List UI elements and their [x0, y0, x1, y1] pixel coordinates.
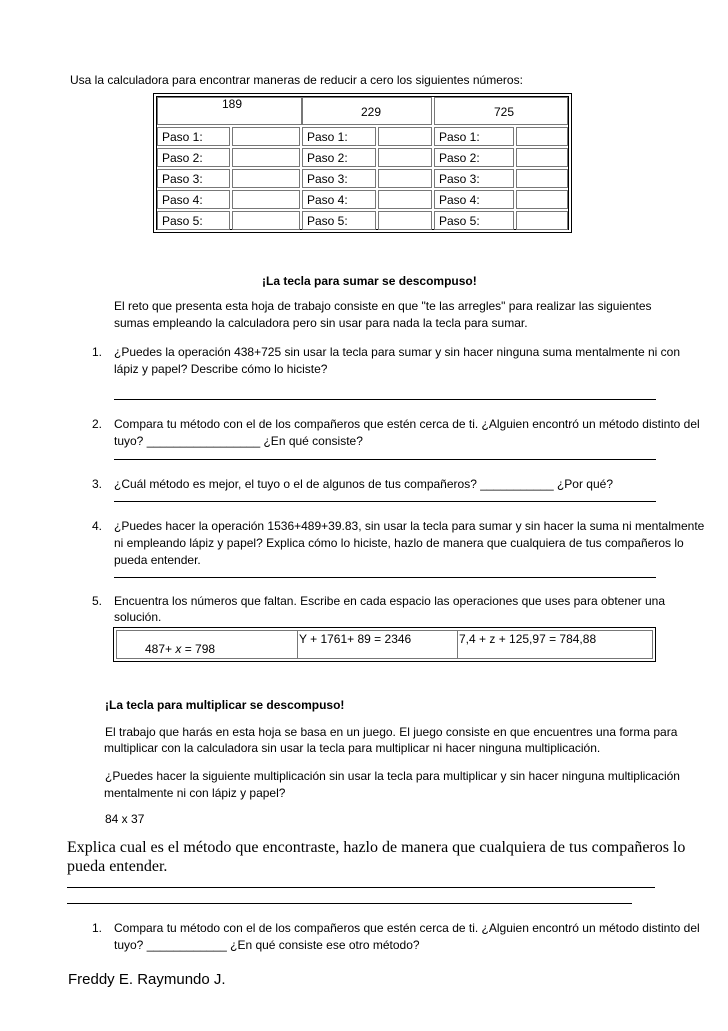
equation-cell-3[interactable]: [457, 631, 652, 658]
step-label: Paso 5:: [434, 211, 514, 230]
step-answer-cell[interactable]: [232, 169, 300, 188]
step-answer-cell[interactable]: [516, 127, 568, 146]
explain-answer-line-1[interactable]: [67, 887, 655, 888]
q2-answer-line[interactable]: [114, 459, 656, 460]
q1-line1: ¿Puedes la operación 438+725 sin usar la tecla para sumar y sin hacer ninguna suma mentalmente ni con: [114, 345, 680, 359]
step-answer-cell[interactable]: [378, 211, 432, 230]
explain-line1: Explica cual es el método que encontraste, hazlo de manera que cualquiera de tus compañeros lo: [67, 839, 686, 856]
q3-number: 3.: [92, 477, 103, 491]
section2-title: ¡La tecla para multiplicar se descompuso!: [105, 698, 345, 712]
q1-number: 1.: [92, 345, 103, 359]
step-answer-cell[interactable]: [516, 190, 568, 209]
q1-answer-line[interactable]: [114, 399, 656, 400]
q4-number: 4.: [92, 519, 103, 533]
footer-author: Freddy E. Raymundo J.: [68, 971, 226, 988]
q4-line2: ni empleando lápiz y papel? Explica cómo lo hiciste, hazlo de manera que cualquiera de tus compañeros lo: [114, 536, 684, 550]
step-answer-cell[interactable]: [378, 190, 432, 209]
equation-1-right: = 798: [181, 642, 216, 656]
step-label: Paso 5:: [157, 211, 230, 230]
step-label: Paso 2:: [434, 148, 514, 167]
operation-text: 84 x 37: [105, 812, 145, 826]
section2-p1-line2: multiplicar con la calculadora sin usar la tecla para multiplicar ni hacer ninguna multiplicación.: [104, 741, 601, 755]
equation-2: Y + 1761+ 89 = 2346: [299, 632, 412, 646]
step-label: Paso 4:: [434, 190, 514, 209]
equation-1-variable: x: [175, 642, 182, 656]
table-header-229: 229: [361, 105, 382, 119]
q4-line3: pueda entender.: [114, 553, 201, 567]
step-label: Paso 2:: [302, 148, 376, 167]
q5-line2: solución.: [114, 610, 162, 624]
step-answer-cell[interactable]: [232, 190, 300, 209]
q3-answer-line[interactable]: [114, 501, 656, 502]
step-answer-cell[interactable]: [516, 148, 568, 167]
q3-line1: ¿Cuál método es mejor, el tuyo o el de algunos de tus compañeros? ___________ ¿Por qué?: [114, 477, 613, 491]
table-header-189: 189: [222, 97, 243, 111]
step-label: Paso 3:: [302, 169, 376, 188]
section2-q1-number: 1.: [92, 921, 103, 935]
table-header-cell: [157, 97, 302, 125]
step-label: Paso 5:: [302, 211, 376, 230]
equations-table: [113, 627, 656, 662]
equations-table-inner: [116, 630, 653, 659]
step-label: Paso 1:: [434, 127, 514, 146]
step-label: Paso 1:: [302, 127, 376, 146]
equation-1-left: 487+: [145, 642, 176, 656]
q1-line2: lápiz y papel? Describe cómo lo hiciste?: [114, 362, 328, 376]
section2-p1-line1: El trabajo que harás en esta hoja se basa en un juego. El juego consiste en que encuentres una forma para: [105, 725, 678, 739]
section2-p2-line2: mentalmente ni con lápiz y papel?: [104, 786, 286, 800]
step-label: Paso 4:: [302, 190, 376, 209]
q2-number: 2.: [92, 417, 103, 431]
explain-answer-line-2[interactable]: [67, 903, 632, 904]
step-answer-cell[interactable]: [378, 169, 432, 188]
q2-line2: tuyo? _________________ ¿En qué consiste?: [114, 434, 363, 448]
step-answer-cell[interactable]: [232, 127, 300, 146]
section2-q1-line2: tuyo? ____________ ¿En qué consiste ese otro método?: [114, 938, 420, 952]
explain-line2: pueda entender.: [67, 858, 168, 875]
equation-cell-2[interactable]: [297, 631, 458, 658]
section1-description-line2: sumas empleando la calculadora pero sin usar para nada la tecla para sumar.: [114, 316, 528, 330]
q2-line1: Compara tu método con el de los compañeros que estén cerca de ti. ¿Alguien encontró un método distinto del: [114, 417, 700, 431]
step-answer-cell[interactable]: [378, 127, 432, 146]
section1-description-line1: El reto que presenta esta hoja de trabajo consiste en que "te las arregles" para realizar las siguientes: [114, 299, 652, 313]
table-header-cell: [302, 97, 432, 125]
table-header-725: 725: [494, 105, 515, 119]
step-answer-cell[interactable]: [232, 148, 300, 167]
step-answer-cell[interactable]: [516, 211, 568, 230]
step-answer-cell[interactable]: [378, 148, 432, 167]
step-label: Paso 3:: [434, 169, 514, 188]
section2-p2-line1: ¿Puedes hacer la siguiente multiplicación sin usar la tecla para multiplicar y sin hacer ninguna multiplicación: [105, 769, 680, 783]
step-label: Paso 2:: [157, 148, 230, 167]
section1-title: ¡La tecla para sumar se descompuso!: [262, 274, 477, 288]
step-answer-cell[interactable]: [232, 211, 300, 230]
equation-1: [145, 642, 215, 656]
q4-line1: ¿Puedes hacer la operación 1536+489+39.83, sin usar la tecla para sumar y sin hacer la suma ni mentalmente: [114, 519, 705, 533]
equation-cell-1[interactable]: [117, 631, 298, 658]
q4-answer-line[interactable]: [114, 577, 656, 578]
step-answer-cell[interactable]: [516, 169, 568, 188]
step-label: Paso 3:: [157, 169, 230, 188]
q5-line1: Encuentra los números que faltan. Escribe en cada espacio las operaciones que uses para obtener una: [114, 594, 666, 608]
step-label: Paso 1:: [157, 127, 230, 146]
section2-q1-line1: Compara tu método con el de los compañeros que estén cerca de ti. ¿Alguien encontró un método distinto del: [114, 921, 700, 935]
intro-text: Usa la calculadora para encontrar maneras de reducir a cero los siguientes números:: [70, 73, 523, 87]
step-label: Paso 4:: [157, 190, 230, 209]
table-header-cell: [434, 97, 568, 125]
equation-3: 7,4 + z + 125,97 = 784,88: [459, 632, 597, 646]
q5-number: 5.: [92, 594, 103, 608]
